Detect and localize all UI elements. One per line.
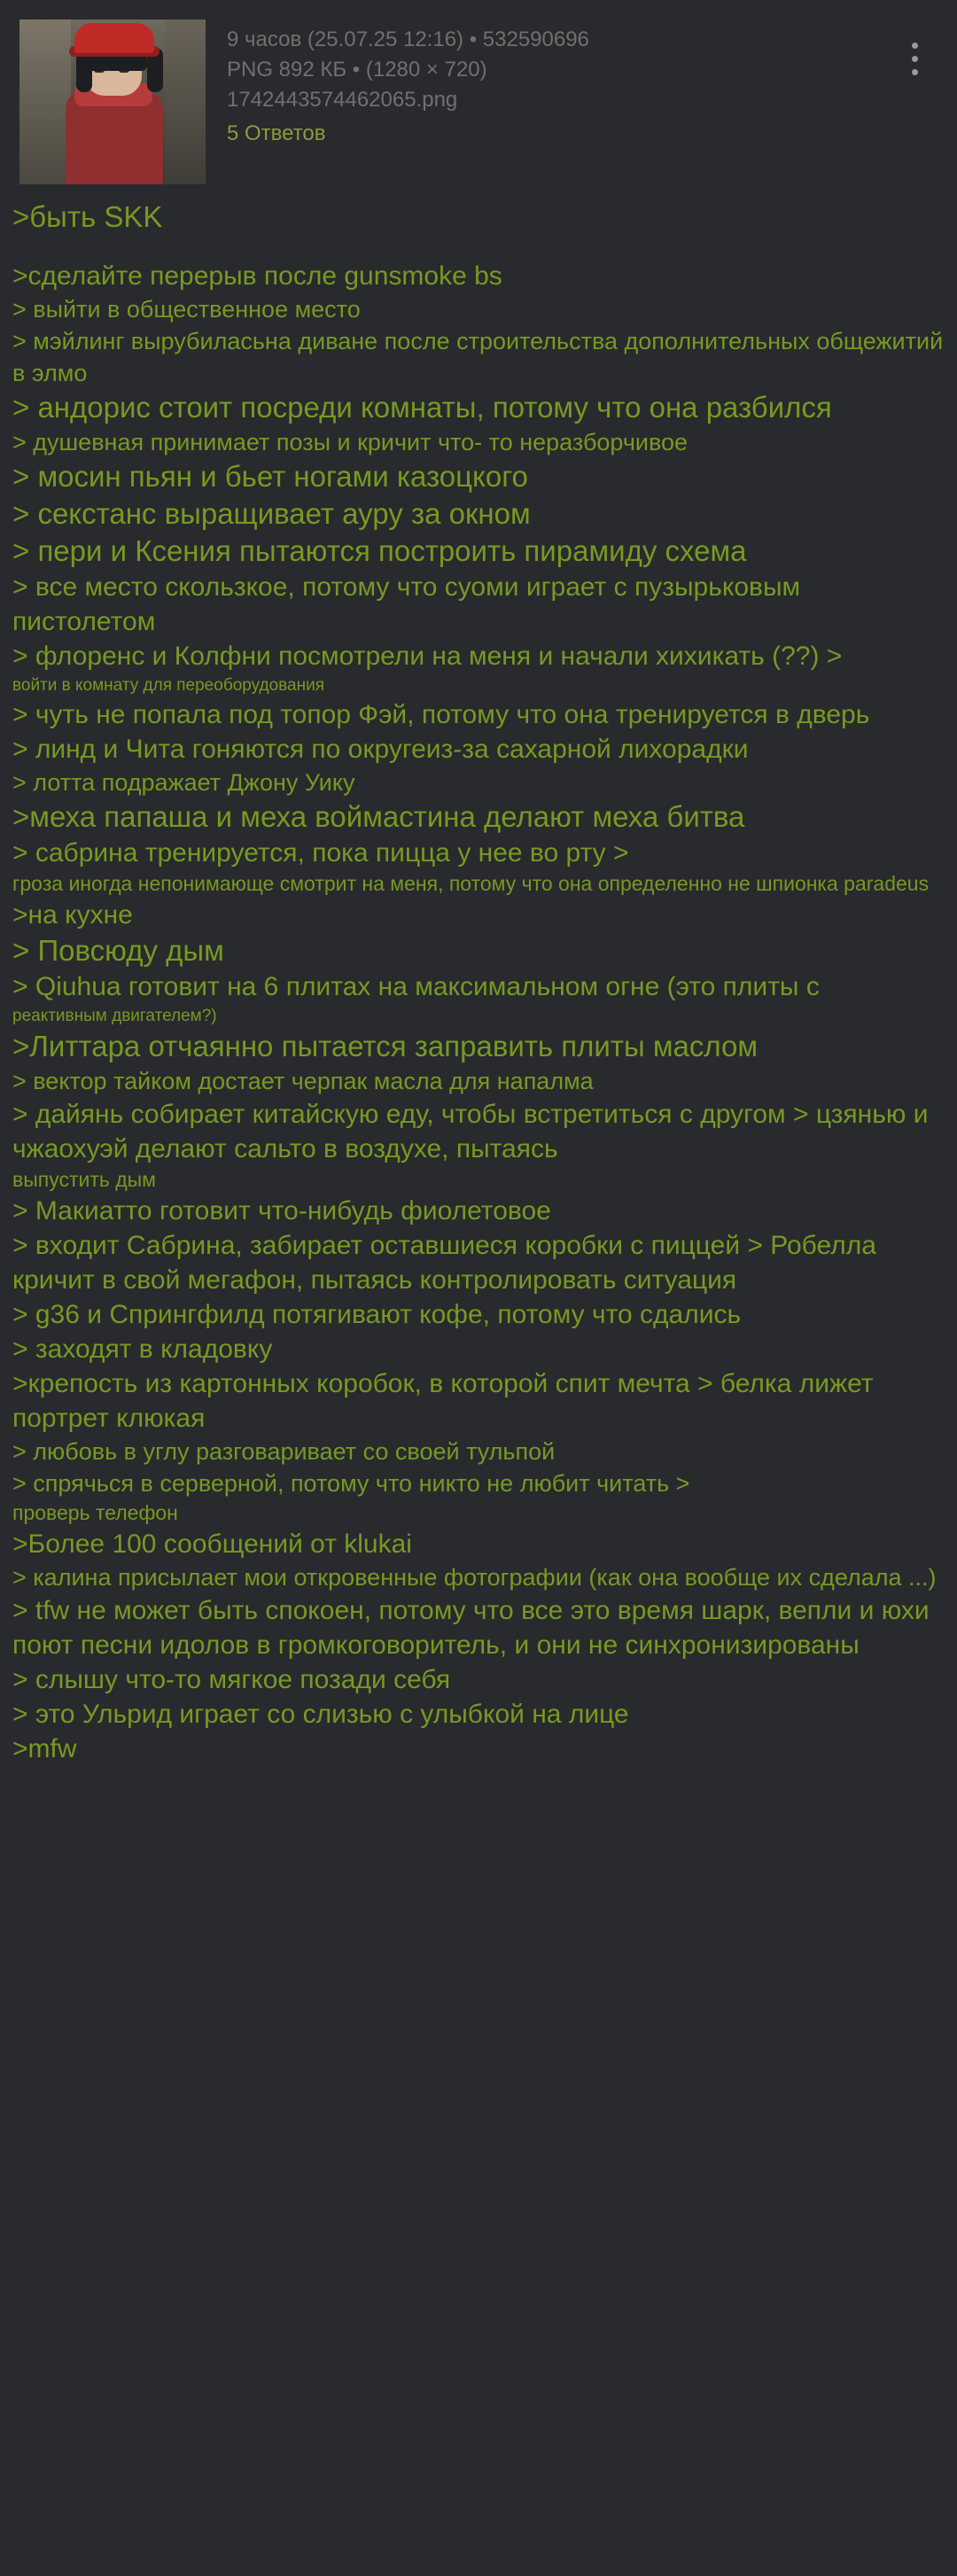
greentext-line: > линд и Чита гоняются по округеиз-за сахарной лихорадки — [12, 735, 749, 764]
greentext-line: > пери и Ксения пытаются построить пирамиду схема — [12, 534, 747, 567]
greentext-line: >Более 100 сообщений от klukai — [12, 1529, 412, 1559]
greentext-line: > сабрина тренируется, пока пицца у нее во рту > — [12, 838, 629, 868]
post-file-name: 1742443574462065.png — [227, 88, 458, 112]
greentext-line: > спрячься в серверной, потому что никто не любит читать > — [12, 1470, 690, 1497]
greentext-line: > калина присылает мои откровенные фотографии (как она вообще их сделала ...) — [12, 1564, 937, 1591]
greentext-line: > g36 и Спрингфилд потягивают кофе, потому что сдались — [12, 1300, 742, 1329]
greentext-line: > Макиатто готовит что-нибудь фиолетовое — [12, 1196, 551, 1226]
kebab-dot-2 — [912, 56, 918, 62]
greentext-line: > андорис стоит посреди комнаты, потому что она разбился — [12, 391, 832, 424]
greentext-line: > все место скользкое, потому что суоми играет с пузырьковым пистолетом — [12, 572, 801, 636]
greentext-line: > любовь в углу разговаривает со своей тульпой — [12, 1438, 556, 1465]
greentext-line: > чуть не попала под топор Фэй, потому что она тренируется в дверь — [12, 700, 870, 729]
post-timestamp-and-id: 9 часов (25.07.25 12:16) • 532590696 — [227, 27, 589, 51]
greentext-line: > выйти в общественное место — [12, 296, 361, 323]
greentext-line: >меха папаша и меха воймастина делают меха битва — [12, 800, 745, 833]
greentext-line: > душевная принимает позы и кричит что- то неразборчивое — [12, 429, 689, 455]
greentext-line: > Повсюду дым — [12, 934, 224, 967]
kebab-menu-icon[interactable] — [895, 19, 934, 79]
greentext-line: > это Ульрид играет со слизью с улыбкой на лице — [12, 1700, 629, 1729]
greentext-line: > Qiuhua готовит на 6 плитах на максимальном огне (это плиты с — [12, 972, 820, 1001]
thumbnail-character-hat — [74, 23, 154, 53]
greentext-line: >сделайте перерыв после gunsmoke bs — [12, 261, 502, 291]
greentext-line: > заходят в кладовку — [12, 1335, 273, 1364]
kebab-dot-1 — [912, 43, 918, 49]
greentext-line: > слышу что-то мягкое позади себя — [12, 1665, 451, 1694]
post-metadata — [206, 19, 895, 149]
greentext-line: выпустить дым — [12, 1168, 156, 1191]
greentext-line: >крепость из картонных коробок, в которой спит мечта > белка лижет портрет клюкая — [12, 1369, 874, 1433]
greentext-line: >на кухне — [12, 900, 133, 930]
greentext-line: > мэйлинг вырубиласьна диване после строительства дополнительных общежитий в элмо — [12, 328, 944, 386]
post-file-info: PNG 892 КБ • (1280 × 720) — [227, 58, 487, 82]
greentext-line: > мосин пьян и бьет ногами казоцкого — [12, 460, 528, 493]
post-body-text — [0, 184, 957, 1802]
greentext-line: > секстанс выращивает ауру за окном — [12, 497, 531, 530]
post-thumbnail-image[interactable] — [19, 19, 206, 184]
greentext-line: >mfw — [12, 1734, 77, 1763]
greentext-line: > лотта подражает Джону Уику — [12, 769, 355, 796]
kebab-dot-3 — [912, 69, 918, 75]
thumbnail-wall-right — [165, 19, 206, 184]
thumbnail-wall-left — [19, 19, 71, 184]
post-header — [0, 0, 957, 184]
greentext-line: > входит Сабрина, забирает оставшиеся коробки с пиццей > Робелла кричит в свой мегафон, пытаясь контролировать ситуация — [12, 1231, 876, 1295]
greentext-line: >Литтара отчаянно пытается заправить плиты маслом — [12, 1030, 759, 1062]
greentext-line: > tfw не может быть спокоен, потому что все это время шарк, вепли и юхи поют песни идолов в громкоговоритель, и они не синхронизированы — [12, 1596, 930, 1660]
greentext-line: реактивным двигателем?) — [12, 1007, 217, 1025]
greentext-line: войти в комнату для переоборудования — [12, 676, 324, 695]
greentext-line: >быть SKK — [12, 200, 163, 233]
greentext-line: гроза иногда непонимающе смотрит на меня, потому что она определенно не шпионка paradeus — [12, 872, 930, 895]
greentext-line: > дайянь собирает китайскую еду, чтобы встретиться с другом > цзянью и чжаохуэй делают сальто в воздухе, пытаясь — [12, 1100, 929, 1163]
post-replies-link[interactable]: 5 Ответов — [227, 121, 326, 145]
greentext-line: проверь телефон — [12, 1501, 178, 1524]
greentext-line: > вектор тайком достает черпак масла для напалма — [12, 1068, 594, 1094]
greentext-line: > флоренс и Колфни посмотрели на меня и начали хихикать (??) > — [12, 642, 843, 671]
